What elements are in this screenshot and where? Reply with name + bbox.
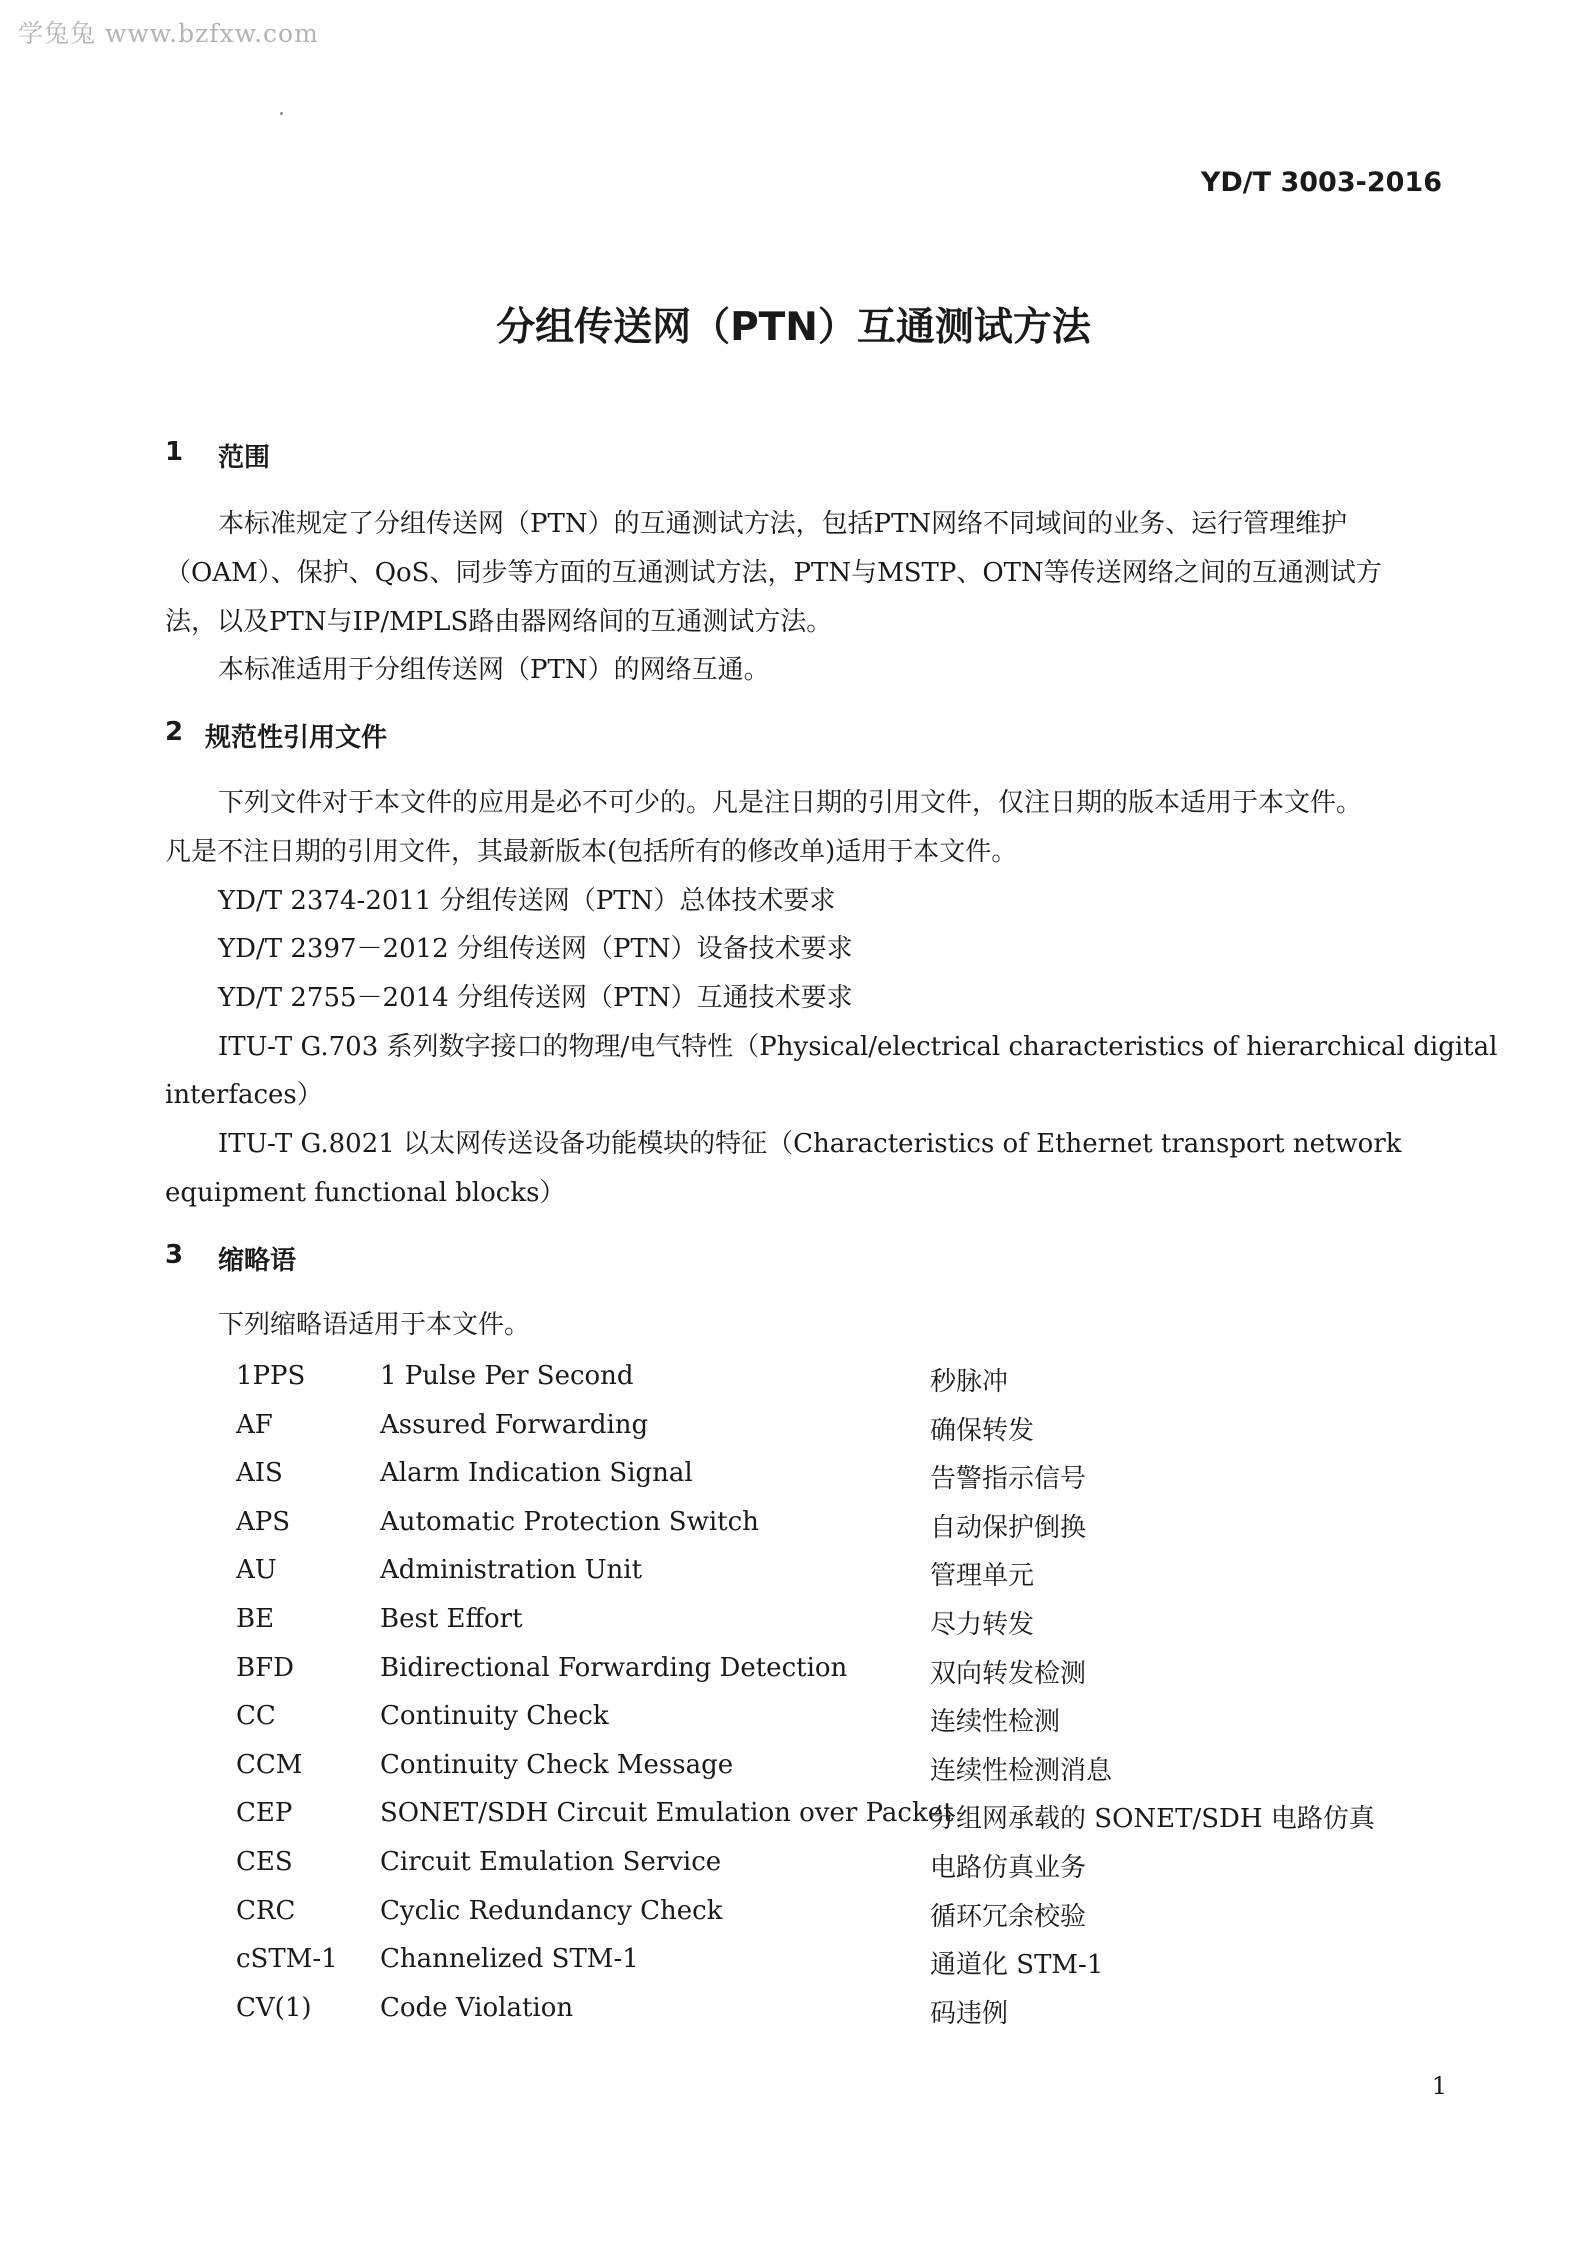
abbreviation-term: APS	[236, 1507, 291, 1537]
document-number: YD/T 3003-2016	[1200, 167, 1442, 198]
abbreviation-chinese: 码违例	[930, 1999, 1009, 2029]
abbreviation-english: Assured Forwarding	[380, 1410, 649, 1440]
section-3-intro: 下列缩略语适用于本文件。	[218, 1310, 531, 1340]
section-2-number: 2	[165, 717, 184, 747]
reference-5-line-2: equipment functional blocks）	[165, 1178, 566, 1208]
section-3-title: 缩略语	[218, 1246, 297, 1276]
reference-4-line-2: interfaces）	[165, 1080, 323, 1110]
abbreviation-term: BE	[236, 1604, 275, 1634]
abbreviation-chinese: 尽力转发	[930, 1610, 1035, 1640]
abbreviation-chinese: 通道化 STM-1	[930, 1950, 1104, 1980]
abbreviation-english: Cyclic Redundancy Check	[380, 1896, 723, 1926]
abbreviation-chinese: 分组网承载的 SONET/SDH 电路仿真	[930, 1804, 1375, 1834]
abbreviation-term: cSTM-1	[236, 1944, 338, 1974]
abbreviation-chinese: 连续性检测	[930, 1707, 1061, 1737]
abbreviation-term: CES	[236, 1847, 293, 1877]
abbreviation-chinese: 电路仿真业务	[930, 1853, 1087, 1883]
abbreviation-chinese: 确保转发	[930, 1416, 1035, 1446]
abbreviation-chinese: 连续性检测消息	[930, 1756, 1113, 1786]
abbreviation-term: CEP	[236, 1798, 293, 1828]
section-2-title: 规范性引用文件	[205, 723, 388, 753]
abbreviation-term: CV(1)	[236, 1993, 312, 2023]
abbreviation-chinese: 告警指示信号	[930, 1464, 1087, 1494]
abbreviation-term: CC	[236, 1701, 276, 1731]
abbreviation-term: 1PPS	[236, 1361, 306, 1391]
abbreviation-english: Bidirectional Forwarding Detection	[380, 1653, 848, 1683]
abbreviation-chinese: 秒脉冲	[930, 1367, 1009, 1397]
abbreviation-english: Continuity Check Message	[380, 1750, 734, 1780]
section-1-para-1-line-3: 法，以及PTN与IP/MPLS路由器网络间的互通测试方法。	[165, 607, 833, 637]
section-2-para-1-line-1: 下列文件对于本文件的应用是必不可少的。凡是注日期的引用文件，仅注日期的版本适用于本文件。	[218, 788, 1363, 818]
reference-5-line-1: ITU-T G.8021 以太网传送设备功能模块的特征（Characteristics of Ethernet transport network	[218, 1129, 1402, 1159]
document-title: 分组传送网（PTN）互通测试方法	[496, 305, 1091, 350]
abbreviation-chinese: 自动保护倒换	[930, 1513, 1087, 1543]
abbreviation-english: Administration Unit	[380, 1555, 643, 1585]
section-1-para-1-line-1: 本标准规定了分组传送网（PTN）的互通测试方法，包括PTN网络不同域间的业务、运行管理维护	[218, 509, 1348, 539]
reference-4-line-1: ITU-T G.703 系列数字接口的物理/电气特性（Physical/electrical characteristics of hierarchical digital	[218, 1032, 1498, 1062]
watermark: 学兔兔 www.bzfxw.com	[18, 19, 319, 48]
abbreviation-chinese: 循环冗余校验	[930, 1902, 1087, 1932]
abbreviation-term: CCM	[236, 1750, 303, 1780]
abbreviation-term: CRC	[236, 1896, 296, 1926]
section-3-number: 3	[165, 1240, 184, 1270]
abbreviation-english: Code Violation	[380, 1993, 574, 2023]
section-2-para-1-line-2: 凡是不注日期的引用文件，其最新版本(包括所有的修改单)适用于本文件。	[165, 837, 1018, 867]
abbreviation-chinese: 管理单元	[930, 1561, 1035, 1591]
abbreviation-english: Automatic Protection Switch	[380, 1507, 759, 1537]
section-1-number: 1	[165, 437, 184, 467]
abbreviation-english: Continuity Check	[380, 1701, 609, 1731]
reference-2: YD/T 2397－2012 分组传送网（PTN）设备技术要求	[218, 934, 853, 964]
page-number: 1	[1431, 2072, 1447, 2100]
abbreviation-english: 1 Pulse Per Second	[380, 1361, 634, 1391]
abbreviation-english: Best Effort	[380, 1604, 523, 1634]
abbreviation-term: BFD	[236, 1653, 294, 1683]
abbreviation-term: AU	[236, 1555, 277, 1585]
scan-dot	[280, 112, 283, 115]
section-1-para-2: 本标准适用于分组传送网（PTN）的网络互通。	[218, 655, 770, 685]
abbreviation-english: Channelized STM-1	[380, 1944, 639, 1974]
abbreviation-english: Circuit Emulation Service	[380, 1847, 722, 1877]
reference-3: YD/T 2755－2014 分组传送网（PTN）互通技术要求	[218, 983, 853, 1013]
section-1-title: 范围	[218, 443, 271, 473]
abbreviation-english: Alarm Indication Signal	[380, 1458, 693, 1488]
section-1-para-1-line-2: （OAM）、保护、QoS、同步等方面的互通测试方法，PTN与MSTP、OTN等传送网络之间的互通测试方	[165, 558, 1382, 588]
abbreviation-term: AIS	[236, 1458, 283, 1488]
reference-1: YD/T 2374-2011 分组传送网（PTN）总体技术要求	[218, 886, 836, 916]
abbreviation-chinese: 双向转发检测	[930, 1659, 1087, 1689]
abbreviation-term: AF	[236, 1410, 273, 1440]
abbreviation-english: SONET/SDH Circuit Emulation over Packet	[380, 1798, 954, 1828]
